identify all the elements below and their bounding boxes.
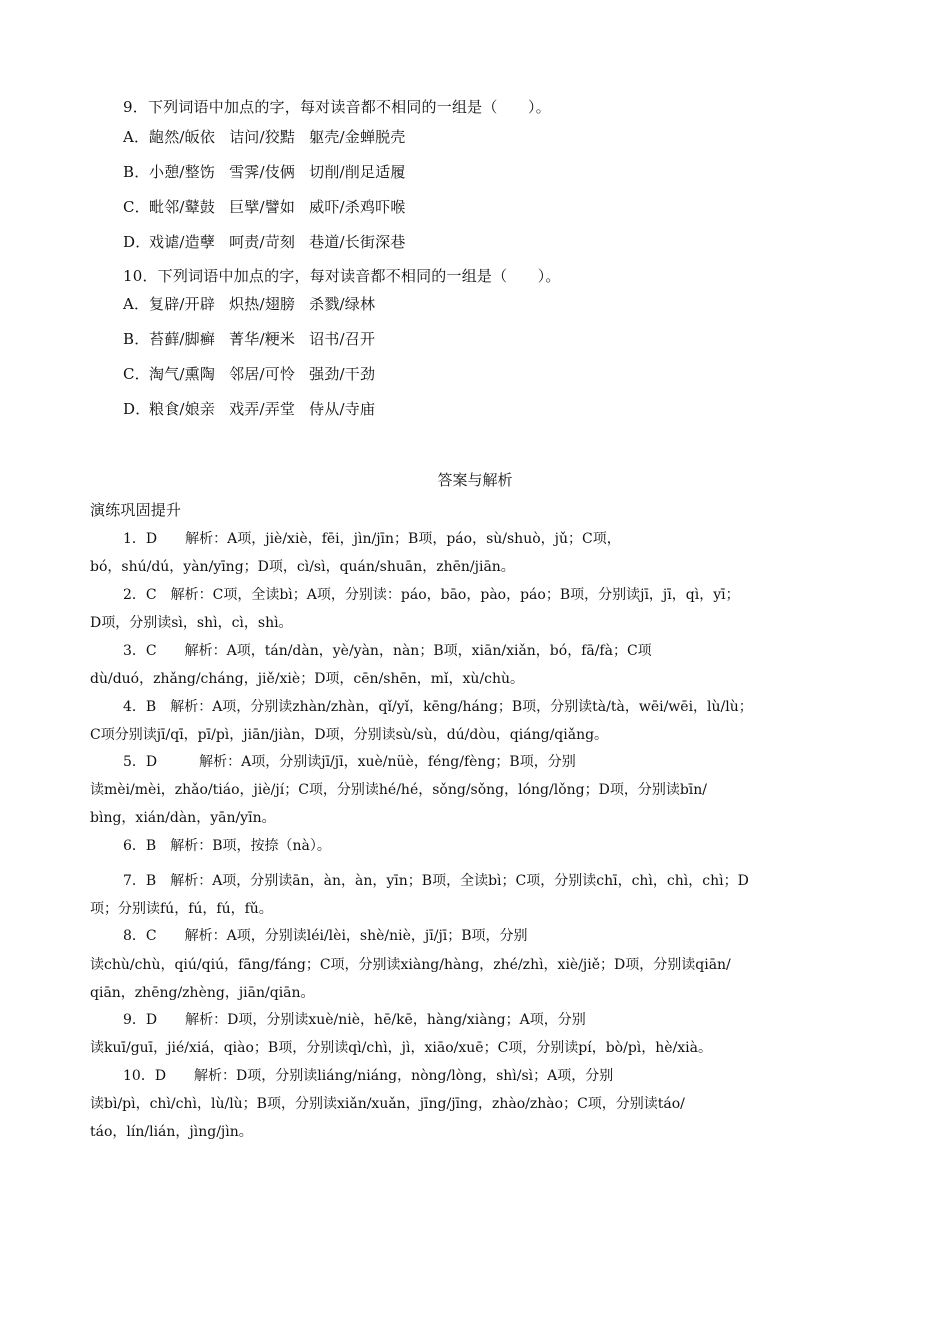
answer-line: 读mèi/mèi，zhǎo/tiáo，jiè/jí；C项，分别读hé/hé，sǒng/sǒng，lóng/lǒng；D项，分别读bīn/ (90, 782, 708, 798)
answer-line: 6．B 解析：B项，按捺（nà）。 (123, 838, 331, 854)
option-row (123, 197, 420, 217)
option-row (123, 127, 420, 147)
option-word: 侍从/寺庙 (309, 400, 376, 418)
answer-line: C项分别读jī/qī，pī/pì，jiān/jiàn，D项，分别读sù/sù，dú/dòu，qiáng/qiǎng。 (90, 727, 609, 743)
option-label: C． (123, 365, 150, 383)
answer-line: 项；分别读fú，fú，fú，fǔ。 (90, 901, 273, 917)
option-word: 龅然/皈依 (149, 128, 216, 146)
answer-line: 读kuī/guī，jié/xiá，qiào；B项，分别读qì/chì，jì，xiāo/xuē；C项，分别读pí，bò/pì，hè/xià。 (90, 1040, 713, 1056)
answer-line: táo，lín/lián，jìng/jìn。 (90, 1124, 253, 1140)
answer-line: 读bì/pì，chì/chì，lù/lù；B项，分别读xiǎn/xuǎn，jīng/jīng，zhào/zhào；C项，分别读táo/ (90, 1096, 685, 1112)
option-word: 躯壳/金蝉脱壳 (309, 128, 406, 146)
option-label: D． (123, 400, 151, 418)
option-word: 雪霁/伎俩 (229, 163, 296, 181)
option-row (123, 162, 420, 182)
option-label: A． (123, 295, 150, 313)
option-word: 邻居/可怜 (229, 365, 296, 383)
answer-line: D项，分别读sì，shì，cì，shì。 (90, 615, 293, 631)
option-label: D． (123, 233, 151, 251)
option-word: 戏弄/弄堂 (229, 400, 296, 418)
answer-line: 2．C 解析：C项，全读bì；A项，分别读：páo，bāo，pào，páo；B项，分别读jī，jī，qì，yī； (123, 587, 740, 603)
option-word: 毗邻/鼙鼓 (149, 198, 216, 216)
option-row (123, 399, 389, 419)
option-word: 杀戮/绿林 (309, 295, 376, 313)
answer-line: 3．C 解析：A项，tán/dàn，yè/yàn，nàn；B项，xiān/xiǎn，bó，fā/fà；C项 (123, 643, 652, 659)
option-word: 诘问/狡黠 (229, 128, 296, 146)
answer-line: 9．D 解析：D项，分别读xuè/niè，hē/kē，hàng/xiàng；A项，分别 (123, 1012, 586, 1028)
option-word: 呵责/苛刻 (229, 233, 296, 251)
option-word: 巷道/长街深巷 (309, 233, 406, 251)
option-word: 淘气/熏陶 (149, 365, 216, 383)
answer-line: 读chù/chù，qiú/qiú，fāng/fáng；C项，分别读xiàng/hàng，zhé/zhì，xiè/jiě；D项，分别读qiān/ (90, 957, 731, 973)
option-row (123, 329, 389, 349)
answers-title: 答案与解析 (437, 471, 513, 489)
answer-line: 8．C 解析：A项，分别读léi/lèi，shè/niè，jī/jī；B项，分别 (123, 928, 528, 944)
option-label: C． (123, 198, 150, 216)
option-label: A． (123, 128, 150, 146)
answer-line: 7．B 解析：A项，分别读ān，àn，àn，yīn；B项，全读bì；C项，分别读chī，chì，chì，chì；D (123, 873, 749, 889)
option-row (123, 364, 389, 384)
option-row (123, 294, 389, 314)
answer-line: 5．D 解析：A项，分别读jī/jī，xuè/nüè，féng/fèng；B项，分别 (123, 754, 576, 770)
answer-line: bó，shú/dú，yàn/yīng；D项，cì/sì，quán/shuān，zhēn/jiān。 (90, 559, 515, 575)
option-row (123, 232, 420, 252)
option-word: 炽热/翅膀 (229, 295, 296, 313)
answer-line: 10．D 解析：D项，分别读liáng/niáng，nòng/lòng，shì/sì；A项，分别 (123, 1068, 614, 1084)
option-word: 威吓/杀鸡吓喉 (309, 198, 406, 216)
answer-line: qiān，zhēng/zhèng，jiān/qiān。 (90, 985, 315, 1001)
option-word: 菁华/粳米 (229, 330, 296, 348)
answer-line: 4．B 解析：A项，分别读zhàn/zhàn，qǐ/yǐ，kēng/háng；B项，分别读tà/tà，wēi/wēi，lù/lù； (123, 699, 753, 715)
question-stem: 10．下列词语中加点的字，每对读音都不相同的一组是（ ）。 (123, 267, 561, 285)
option-word: 强劲/干劲 (309, 365, 376, 383)
option-word: 复辟/开辟 (149, 295, 216, 313)
answer-line: bìng，xián/dàn，yān/yīn。 (90, 810, 276, 826)
option-word: 戏谑/造孽 (149, 233, 216, 251)
option-label: B． (123, 163, 150, 181)
section-title: 演练巩固提升 (90, 501, 182, 519)
option-word: 苔藓/脚癣 (149, 330, 216, 348)
answer-line: 1．D 解析：A项，jiè/xiè，fēi，jìn/jīn；B项，páo，sù/shuò，jǔ；C项， (123, 531, 621, 547)
option-label: B． (123, 330, 150, 348)
option-word: 粮食/娘亲 (149, 400, 216, 418)
option-word: 巨擘/譬如 (229, 198, 296, 216)
option-word: 切削/削足适履 (309, 163, 406, 181)
option-word: 诏书/召开 (309, 330, 376, 348)
option-word: 小憩/整饬 (149, 163, 216, 181)
question-stem: 9．下列词语中加点的字，每对读音都不相同的一组是（ ）。 (123, 98, 551, 116)
answer-line: dù/duó，zhǎng/cháng，jiě/xiè；D项，cēn/shēn，mǐ，xù/chù。 (90, 671, 525, 687)
